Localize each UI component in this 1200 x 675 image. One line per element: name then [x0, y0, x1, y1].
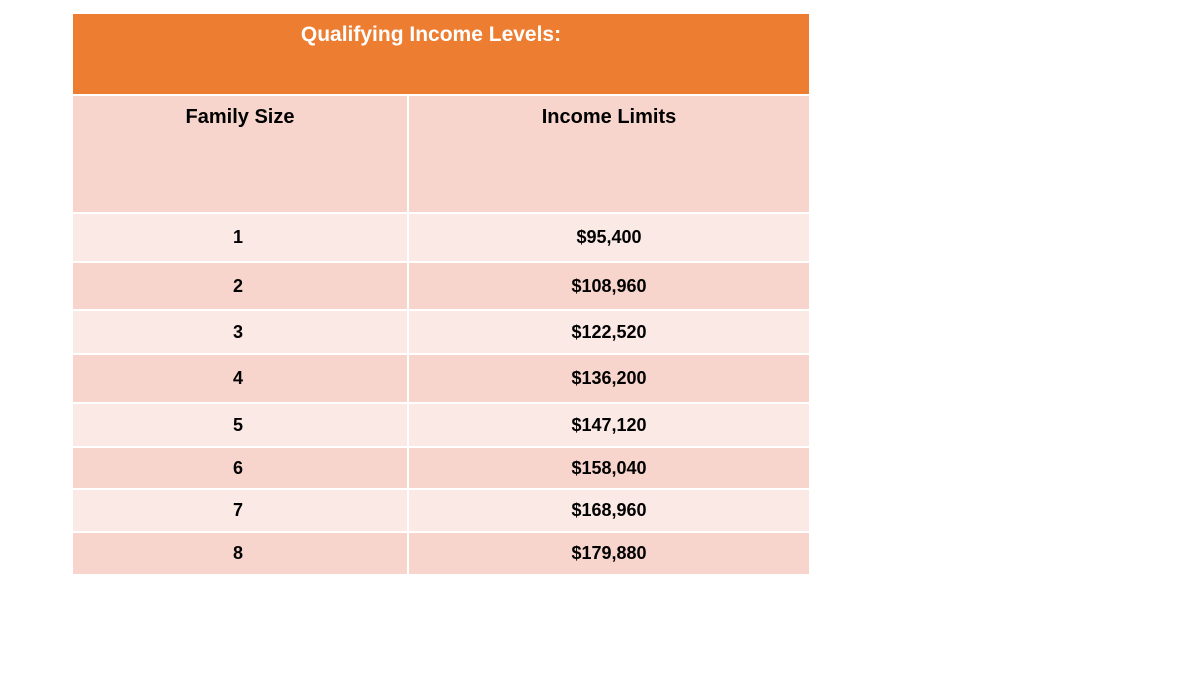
income-limit-cell: $122,520 — [409, 311, 809, 353]
income-limit-cell: $179,880 — [409, 533, 809, 574]
header-family-size: Family Size — [73, 96, 407, 212]
family-size-cell: 4 — [73, 355, 407, 402]
table-row — [73, 490, 809, 531]
table-title-bar — [73, 14, 809, 94]
family-size-cell: 7 — [73, 490, 407, 531]
income-levels-table — [73, 14, 809, 574]
family-size-cell: 2 — [73, 263, 407, 309]
family-size-cell: 6 — [73, 448, 407, 488]
table-row — [73, 214, 809, 261]
family-size-cell: 3 — [73, 311, 407, 353]
table-row — [73, 311, 809, 353]
table-header-row — [73, 96, 809, 212]
income-limit-cell: $147,120 — [409, 404, 809, 446]
table-row — [73, 355, 809, 402]
income-limit-cell: $136,200 — [409, 355, 809, 402]
family-size-cell: 1 — [73, 214, 407, 261]
income-limit-cell: $108,960 — [409, 263, 809, 309]
table-row — [73, 448, 809, 488]
family-size-cell: 8 — [73, 533, 407, 574]
header-income-limits: Income Limits — [409, 96, 809, 212]
income-limit-cell: $168,960 — [409, 490, 809, 531]
family-size-cell: 5 — [73, 404, 407, 446]
table-row — [73, 263, 809, 309]
income-limit-cell: $95,400 — [409, 214, 809, 261]
table-row — [73, 404, 809, 446]
table-row — [73, 533, 809, 574]
table-title: Qualifying Income Levels: — [300, 23, 562, 46]
income-limit-cell: $158,040 — [409, 448, 809, 488]
